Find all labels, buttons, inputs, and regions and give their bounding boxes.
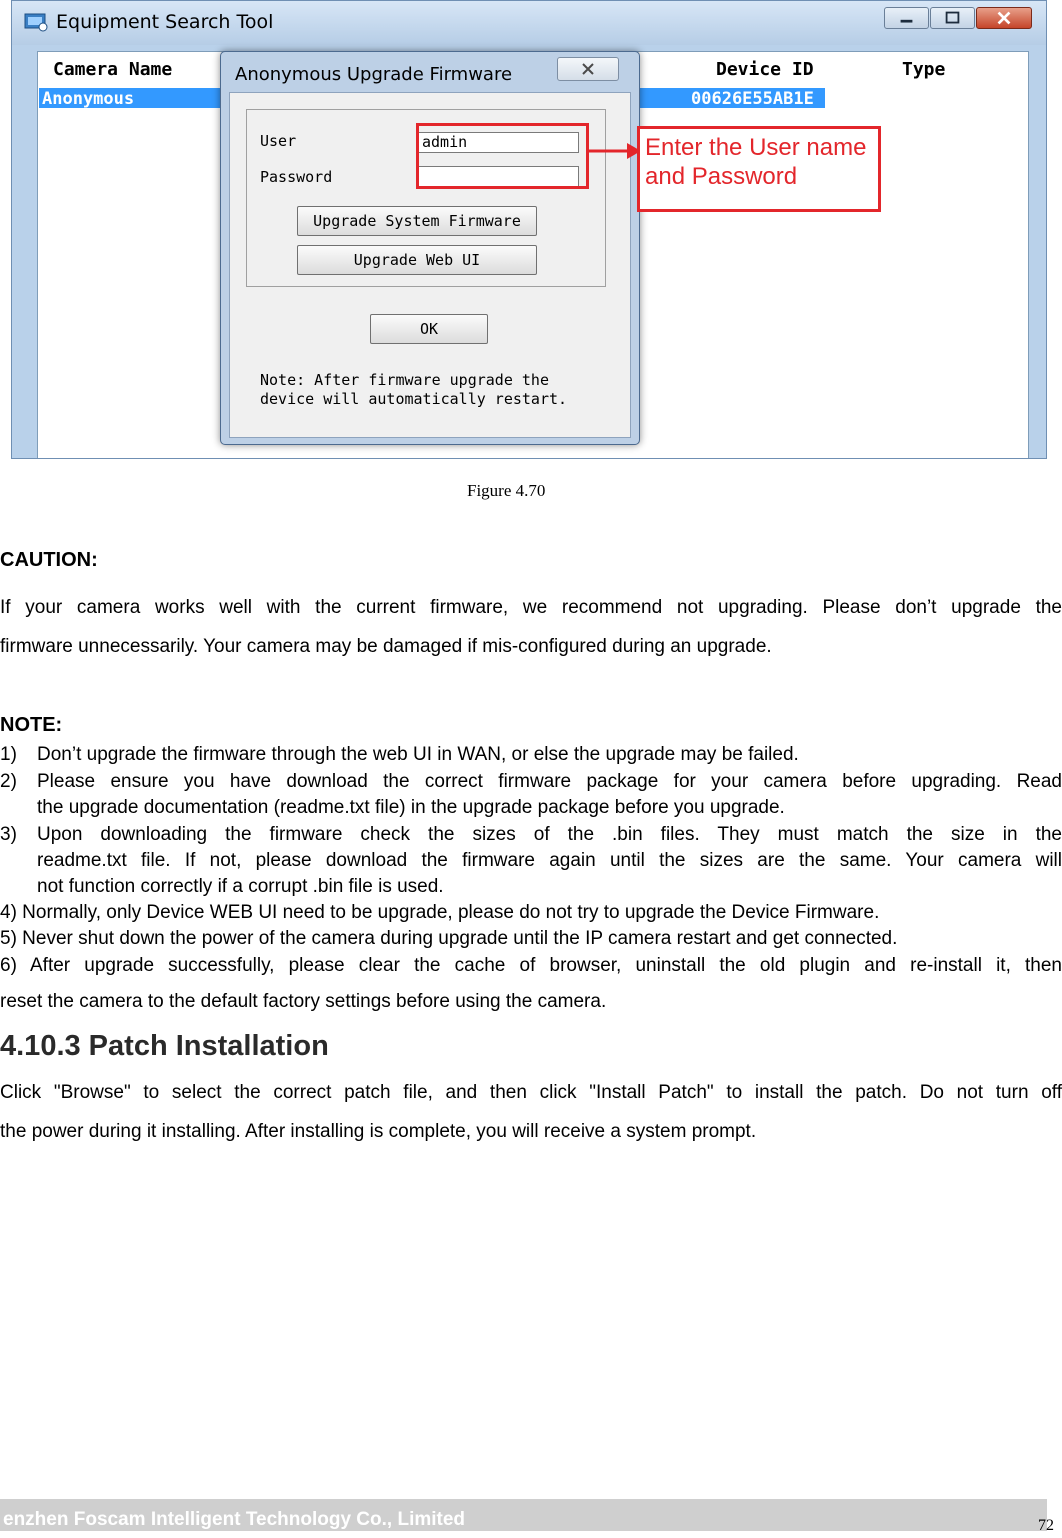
note-line-1: Note: After firmware upgrade the — [260, 371, 549, 389]
close-icon — [977, 8, 1031, 28]
note-item-1-num: 1) — [0, 744, 17, 765]
figure-caption: Figure 4.70 — [467, 481, 546, 500]
credentials-highlight-box — [416, 123, 589, 189]
section-line-2: the power during it installing. After installing is complete, you will receive a system prompt. — [0, 1121, 757, 1142]
note-item-3-line-2: readme.txt file. If not, please download the firmware again until the sizes are the same. Your camera will — [37, 850, 1062, 871]
row-device-id: 00626E55AB1E — [691, 89, 814, 109]
note-item-4: 4) Normally, only Device WEB UI need to be upgrade, please do not try to upgrade the Device Firmware. — [0, 902, 880, 923]
footer-company: enzhen Foscam Intelligent Technology Co., Limited — [3, 1509, 466, 1530]
password-label: Password — [260, 168, 333, 186]
column-header-type[interactable]: Type — [902, 59, 946, 80]
note-item-5: 5) Never shut down the power of the camera during upgrade until the IP camera restart and get connected. — [0, 928, 898, 949]
row-camera-name: Anonymous — [42, 89, 135, 109]
window-titlebar — [12, 1, 1046, 45]
section-line-1: Click "Browse" to select the correct patch file, and then click "Install Patch" to install the patch. Do not turn off — [0, 1082, 1062, 1103]
note-item-3-line-1: Upon downloading the firmware check the sizes of the .bin files. They must match the size in the — [37, 824, 1062, 845]
note-line-2: device will automatically restart. — [260, 390, 568, 408]
network-app-icon — [24, 12, 48, 32]
dialog-close-button[interactable] — [557, 57, 619, 81]
note-item-2-line-1: Please ensure you have download the correct firmware package for your camera before upgrading. Read — [37, 771, 1062, 792]
minimize-button[interactable] — [884, 7, 929, 29]
note-item-3-line-3: not function correctly if a corrupt .bin file is used. — [37, 876, 444, 897]
user-label: User — [260, 132, 297, 150]
note-heading: NOTE: — [0, 714, 63, 736]
section-title: 4.10.3 Patch Installation — [0, 1030, 329, 1062]
note-item-1-line-1: Don’t upgrade the firmware through the web UI in WAN, or else the upgrade may be failed. — [37, 744, 799, 765]
callout-annotation — [637, 126, 881, 212]
page-number: 72 — [1038, 1517, 1054, 1534]
window-title: Equipment Search Tool — [56, 11, 274, 33]
note-item-6-line-2: reset the camera to the default factory settings before using the camera. — [0, 991, 607, 1012]
upgrade-firmware-dialog — [220, 51, 640, 445]
note-item-2-line-2: the upgrade documentation (readme.txt file) in the upgrade package before you upgrade. — [37, 797, 785, 818]
minimize-icon — [885, 8, 928, 28]
maximize-button[interactable] — [930, 7, 975, 29]
note-item-3-num: 3) — [0, 824, 17, 845]
note-item-6-line-1: 6) After upgrade successfully, please clear the cache of browser, uninstall the old plugin and re-install it, then — [0, 955, 1062, 976]
caution-heading: CAUTION: — [0, 549, 98, 571]
user-input[interactable]: admin — [417, 132, 579, 153]
close-icon — [558, 58, 618, 80]
arrow-icon — [587, 139, 643, 163]
upgrade-system-firmware-button[interactable]: Upgrade System Firmware — [297, 206, 537, 236]
row-type: IPC — [907, 89, 938, 109]
figure-screenshot — [11, 0, 1047, 459]
upgrade-web-ui-button[interactable]: Upgrade Web UI — [297, 245, 537, 275]
close-window-button[interactable] — [976, 7, 1032, 29]
column-header-device-id[interactable]: Device ID — [716, 59, 814, 80]
callout-line-1: Enter the User name — [645, 134, 867, 161]
column-header-camera-name[interactable]: Camera Name — [53, 59, 173, 80]
ok-button[interactable]: OK — [370, 314, 488, 344]
dialog-title: Anonymous Upgrade Firmware — [235, 64, 513, 85]
caution-line-1: If your camera works well with the current firmware, we recommend not upgrading. Please don’t upgrade the — [0, 597, 1062, 618]
maximize-icon — [931, 8, 974, 28]
note-item-2-num: 2) — [0, 771, 17, 792]
caution-line-2: firmware unnecessarily. Your camera may be damaged if mis-configured during an upgrade. — [0, 636, 772, 657]
callout-line-2: and Password — [645, 163, 798, 190]
